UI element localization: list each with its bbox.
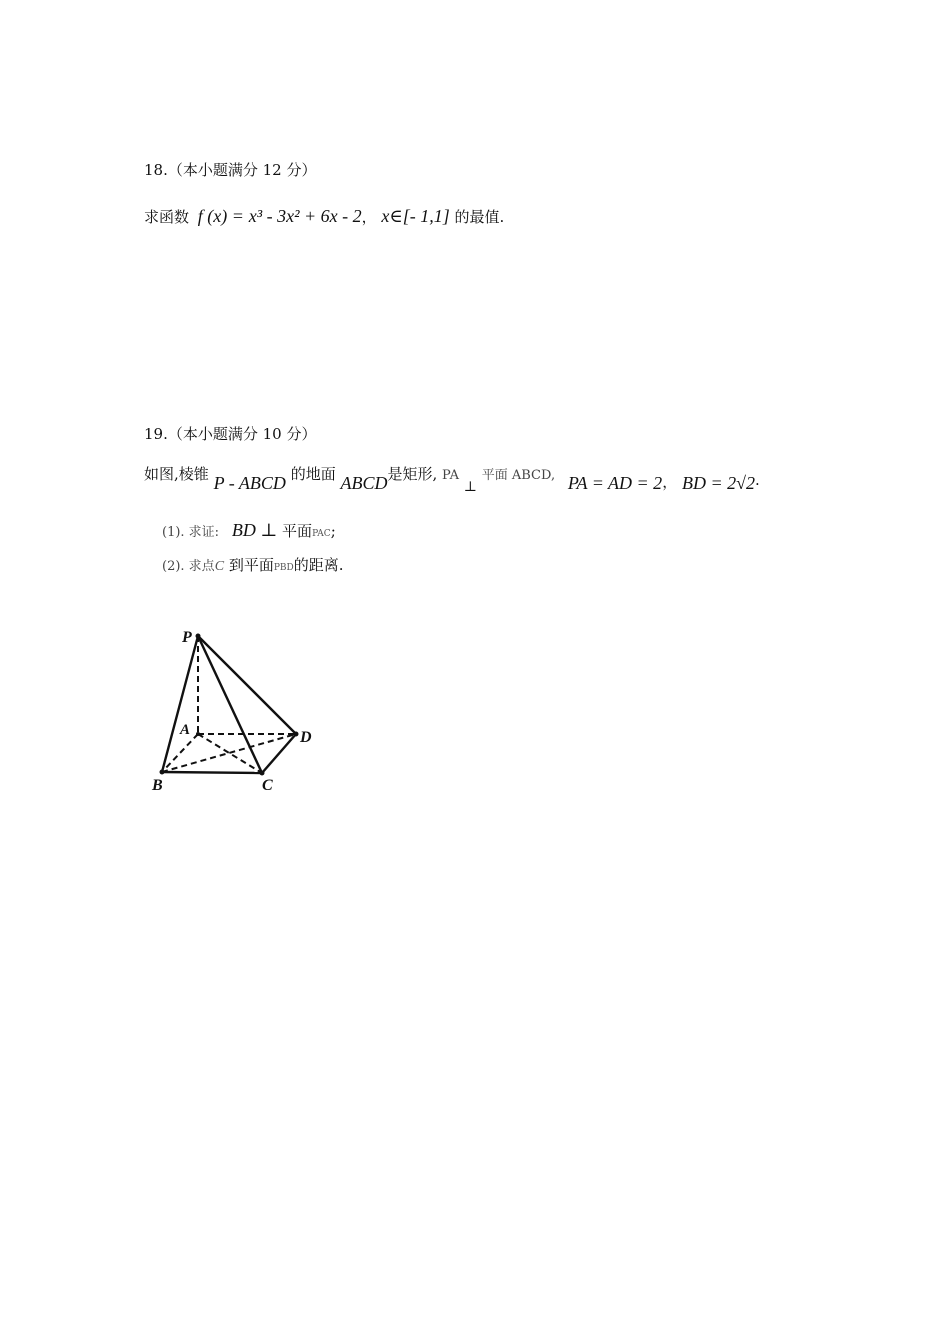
label-B: B [152,777,163,794]
vertex-D [294,732,299,737]
edge-BC [162,772,262,773]
q18-statement [144,206,504,227]
pyramid-figure [148,622,316,794]
q19-statement [144,463,760,495]
q19-mid2: 是矩形, [387,465,438,483]
label-P: P [182,629,192,646]
label-C: C [262,777,273,794]
vertex-P [196,634,201,639]
q19-mid3: 平面 ABCD, [481,468,556,483]
q18-domain: x∈[- 1,1] [381,206,450,226]
q19-mid1: 的地面 [290,465,336,483]
q19-header: 19.（本小题满分 10 分） [144,425,317,443]
q19-part1-label: (1). 求证: [162,525,220,540]
edge-BD [162,734,296,772]
q19-part2-mid: 到平面 [228,556,274,574]
vertex-A [196,732,200,736]
label-A: A [180,722,191,738]
q18-function-name: f (x) = [197,206,244,226]
q19-end: . [755,471,760,489]
q19-pyramid: P - ABCD [213,473,286,493]
q19-prefix: 如图,棱锥 [144,465,209,483]
q19-part1-math: BD ⊥ [231,520,278,540]
q19-part1-tail: 平面 [282,522,313,540]
vertex-B [160,770,165,775]
q18-function-body: x³ - 3x² + 6x - 2 [248,206,362,226]
q19-part2-end: 的距离. [293,556,344,574]
q19-part2 [162,555,344,578]
q18-suffix: 的最值. [454,208,505,226]
q19-part1-end: ; [330,522,336,540]
q19-perp: ⊥ [463,480,477,495]
vertex-C [260,771,265,776]
q18-header: 18.（本小题满分 12 分） [144,161,317,179]
pyramid-diagram [148,622,316,794]
q19-part2-label: (2). 求点 [162,559,215,574]
q19-part1 [162,520,336,544]
q19-eq2: BD = 2√2 [681,473,756,493]
q19-pa: PA [442,468,459,483]
q18-prefix: 求函数 [144,208,190,226]
q19-part1-plane: PAC [312,529,331,539]
q19-part2-point: C [214,559,225,574]
q19-base: ABCD [340,473,388,493]
q19-eq1: PA = AD = 2 [567,473,663,493]
q19-part2-plane: PBD [273,563,294,573]
q19-sep: ， [662,473,678,491]
label-D: D [300,729,312,746]
edge-PD [198,636,296,734]
q18-sep: ， [361,208,377,226]
